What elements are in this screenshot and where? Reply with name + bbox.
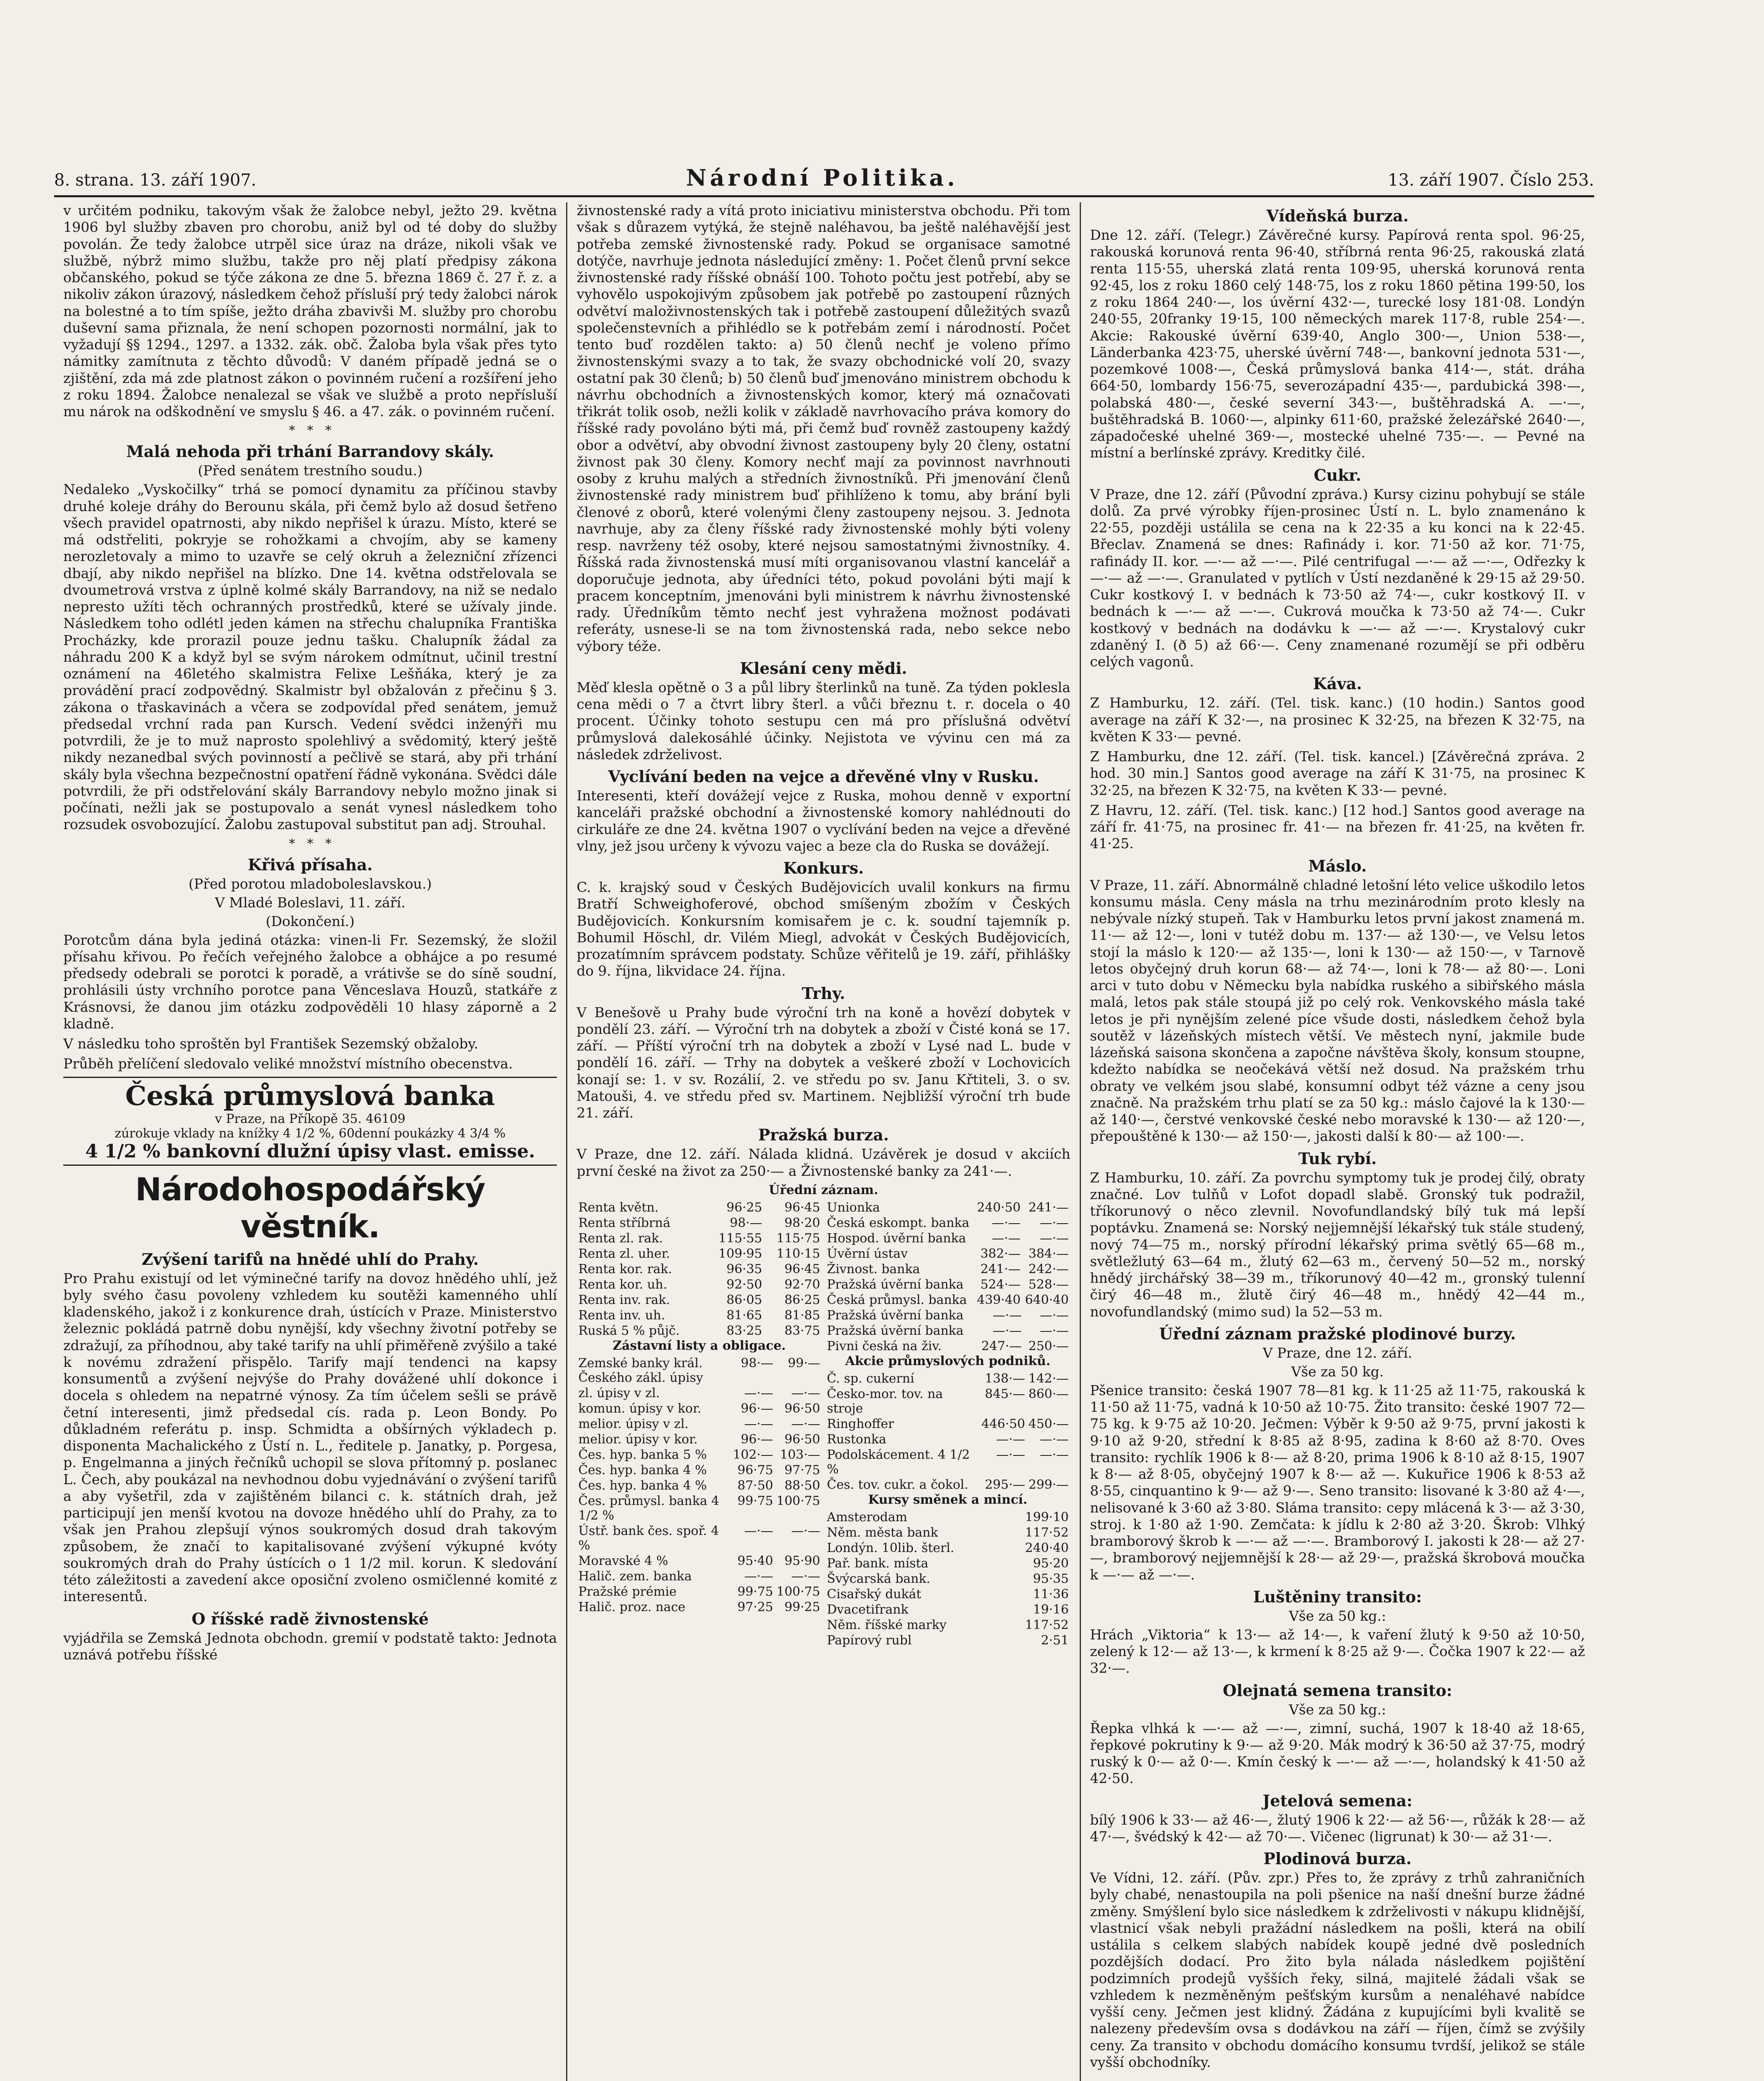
table-row: [576, 1493, 822, 1523]
row-label: Zemské banky král. Českého zákl. úpisy: [578, 1356, 703, 1385]
article-heading: Luštěniny transito:: [1253, 1587, 1422, 1606]
row-label: Ringhoffer: [827, 1416, 894, 1431]
row-value: 81·65: [726, 1308, 763, 1323]
article-body: Z Havru, 12. září. (Tel. tisk. kanc.) [12 hod.] Santos good average na září fr. 41·75, na prosinec fr. 41·— na březen fr. 41·25, na květen fr. 41·25.: [1090, 802, 1585, 852]
row-value: 98·—: [730, 1215, 763, 1230]
article-body: Ve Vídni, 12. září. (Pův. zpr.) Přes to, že zprávy z trhů zahraničních byly chabé, nenastoupila na poli pšenice na naší dnešní burze žádné změny. Smýšlení bylo sice následkem k zdrželivosti v nákupu klidnější, vlastnicí však nebyli pražádní následkem na pošli, která na obilí ustálila s celkem slabých nabídek koupě jedné dvě posledních pozdějších dodací. Pro žito byla nálada následkem pojištění podzimních prodejů vyšších řeky, silná, majitelé žádali však se vzhledem k nezměněným pešťským kursům a nenaléhavé nabídce vyšší ceny. Ječmen jest klidný. Žádána z kupujícími byli kvalitě se nalezeny především ovsa s dodávkou na září — říjen, čímž se zvýšily ceny. Za transito v obchodu domácího konsumu tvrdší, jelikož se stále vyšší obchodníky.: [1090, 1870, 1585, 2070]
article-heading: Plodinová burza.: [1263, 1849, 1412, 1868]
row-value: 199·10: [1025, 1510, 1069, 1525]
row-value: 117·52: [1025, 1617, 1069, 1632]
row-value: 99·—: [788, 1356, 820, 1371]
article-heading: Máslo.: [1308, 856, 1367, 875]
article-body: Hrách „Viktoria“ k 13·— až 14·—, k vaření žlutý k 9·50 až 10·50, zelený k 12·— až 13·—, k krmení k 8·25 až 9·—. Čočka 1907 k 22·— až 32·—.: [1090, 1626, 1585, 1676]
article-dateline: V Praze, dne 12. září.: [1262, 1344, 1412, 1361]
row-value: 860·—: [1028, 1386, 1069, 1401]
row-value: 446·50: [981, 1416, 1025, 1431]
row-value: —·—: [991, 1231, 1021, 1246]
article-heading: Olejnatá semena transito:: [1222, 1681, 1452, 1700]
column-2: [567, 202, 1081, 2081]
row-value: 99·75: [737, 1493, 773, 1508]
row-value: 86·05: [726, 1292, 763, 1307]
row-value: 19·16: [1033, 1602, 1069, 1617]
row-value: —·—: [1040, 1215, 1069, 1230]
table-title: Kursy směnek a mincí.: [868, 1492, 1028, 1507]
row-value: 96·75: [737, 1463, 773, 1478]
article-body: V Benešově u Prahy bude výroční trh na koně a hovězí dobytek v pondělí 23. září. — Výroční trh na dobytek a zboží v Čisté koná se 17. září. — Příští výroční trh na dobytek a zboží v Lysé nad L. bude v pondělí 16. září. — Trhy na dobytek a veškeré zboží v Lochovicích konají se: 1. v sv. Rozálií, 2. ve středu po sv. Janu Křtiteli, 3. o sv. Matouši, 4. ve středu před sv. Martinem. Nejbližší výroční trh bude 21. září.: [576, 1004, 1071, 1121]
row-label: Něm. říšské marky: [827, 1617, 947, 1632]
table-row: [576, 1277, 822, 1292]
row-value: 96·35: [726, 1262, 763, 1276]
article-dateline: V Mladé Boleslavi, 11. září.: [215, 894, 406, 911]
article-heading: Trhy.: [802, 983, 845, 1003]
article-heading: Vyclívání beden na vejce a dřevěné vlny v Rusku.: [608, 767, 1039, 786]
newspaper-page: [54, 164, 1594, 2081]
row-label: Živnost. banka: [827, 1262, 920, 1276]
table-row: [825, 1308, 1070, 1323]
row-label: Pražská úvěrní banka: [827, 1308, 964, 1323]
row-label: Ruská 5 % půjč.: [578, 1323, 680, 1338]
table-row: [825, 1200, 1070, 1215]
row-value: 96·45: [784, 1262, 820, 1276]
row-value: 97·75: [784, 1463, 820, 1478]
table-row: [825, 1617, 1070, 1633]
table-row: [576, 1246, 822, 1262]
industrial-stocks-table: [825, 1371, 1070, 1492]
row-label: Dvacetifrank: [827, 1602, 909, 1617]
row-label: Česko-mor. tov. na stroje: [827, 1386, 943, 1416]
table-row: [825, 1215, 1070, 1231]
table-row: [825, 1416, 1070, 1432]
ad-rates: zúrokuje vklady na knížky 4 1/2 %, 60denní poukázky 4 3/4 %: [114, 1126, 506, 1141]
article-body: Průběh přelíčení sledovalo veliké množství místního obecenstva.: [63, 1055, 513, 1072]
row-label: Čes. hyp. banka 5 %: [578, 1447, 707, 1462]
row-label: Unionka: [827, 1200, 880, 1215]
row-label: Renta zl. rak.: [578, 1231, 663, 1246]
row-value: —·—: [1040, 1323, 1069, 1338]
row-label: Renta inv. rak.: [578, 1292, 670, 1307]
table-row: [576, 1401, 822, 1416]
row-label: Pražská úvěrní banka: [827, 1323, 964, 1338]
row-label: Pivni česká na živ.: [827, 1338, 942, 1353]
table-row: [576, 1386, 822, 1401]
article-body: Nedaleko „Vyskočilky“ trhá se pomocí dynamitu za příčinou stavby druhé koleje dráhy do Berounu skála, při čemž bylo až dosud šetřeno všech pravidel opatrnosti, aby nikdo nepřišel k úrazu. Místo, které se má odstřeliti, pokryje se rohožkami a chvojím, aby se kameny nerozletovaly a mimo to uzavře se celý okruh a železniční zřízenci dbají, aby nikdo nepřišel na blízko. Dne 14. května odstřelovala se dvoumetrová vrstva z úplně kolmé skály Barrandovy, na niž se nedalo nepresto užíti těch ochranných prostředků, které se užívaly jinde. Následkem toho odlétl jeden kámen na střechu chalupníka Františka Procházky, kde prorazil pouze jednu tašku. Chalupník žádal za náhradu 200 K a když byl se svým nárokem odmítnut, učinil trestní oznámení na 46letého skalmistra Felixe Lešňáka, který je za provádění prací zodpovědný. Skalmistr byl obžalován z přečinu § 3. zákona o třaskavinách a včera se zodpovídal před senátem, jemuž předsedal vrchní rada pan Kursch. Vedení svědci inženýři mu potvrdili, že je to muž naprosto spolehlivý a svědomitý, který ještě nikdy nezanedbal svých povinností a pečlivě se stará, aby při trhání skály byla všechna bezpečnostní opatření řádně vykonána. Svědci dále potvrdili, že při odstřelování skály Barrandovy nebylo možno jinak si počínati, nežli jak se postupovalo a senát vynesl následkem toho rozsudek osvobozující. Žalobu zastupoval substitut pan adj. Strouhal.: [63, 481, 557, 833]
table-row: [825, 1571, 1070, 1587]
row-value: 102·—: [733, 1447, 773, 1462]
row-label: Papírový rubl: [827, 1633, 912, 1648]
article-body: Pšenice transito: česká 1907 78—81 kg. k 11·25 až 11·75, rakouská k 11·50 až 11·75, vadná k 10·50 až 10·75. Žito transito: české 1907 72—75 kg. k 9·75 až 10·20. Ječmen: Výběr k 9·50 až 9·75, první jakosti k 9·10 až 9·20, střední k 8·85 až 8·95, zadina k 8·60 až 8·70. Oves transito: rychlík 1906 k 8·— až 8·20, prima 1906 k 8·10 až 8·15, 1907 k 8·— až 8·05, obyčejný 1907 k 8·— až —. Kukuřice 1906 k 8·53 až 8·55, cinquantino k 9·— až 9·—. Seno transito: lisované k 3·80 až 4·—, nelisované k 3·60 až 3·80. Sláma transito: cepy mlácená k 3·— až 3·30, stroj. k 1·80 až 1·90. Zemčata: k jídlu k 2·80 až 3·20. Škrob: Vlhký bramborový škrob k —·— až —·—. Bramborový I. jakosti k 28·— až 27·—, bramborový nejjemnější k 28·— až 29·—, pražská škrobová moučka k —·— až —·—.: [1090, 1382, 1585, 1583]
table-row: [825, 1262, 1070, 1277]
table-row: [825, 1432, 1070, 1447]
row-value: 95·35: [1033, 1571, 1069, 1586]
row-value: 299·—: [1028, 1477, 1069, 1492]
row-value: 92·50: [726, 1277, 763, 1292]
article-body: Pro Prahu existují od let výminečné tarify na dovoz hnědého uhlí, jež byly svého času povoleny vzhledem ku soutěži kamenného uhlí kladenského, jakož i z konkurence drah, ústících v Praze. Ministerstvo železnic pokládá patrně dobu nynější, kdy všechny životní potřeby se zdražují, za příhodnou, aby také tarify na uhlí přiměřeně zvýšilo a také k novému zdražení přispělo. Tarify mají tendenci na kapsy konsumentů a zvýšení nejvýše do Prahy dovážené uhlí dokonce i docela s ohledem na nepatrné výnosy. Za tím účelem sešli se právě četní interesenti, jimž předsedal cís. rada p. Leon Bondy. Po důkladném referátu p. insp. Schmidta a obšírných výkladech p. disponenta Machalického z Ústí n. L., ředitele p. Janatky, p. Porgesa, p. Engelmanna a jiných řečníků uchopil se slova přítomný p. poslanec L. Čech, aby poukázal na nevhodnou dobu vyjednávání o zvýšení tarifů a aby vyšetřil, zda v zajištěném bilanci c. k. státních drah, jež participují jen menší kvotou na dovoze hnědého uhlí do Prahy, za to však jen Prahou zlepšují výnos soukromých dosud drah takovým způsobem, že značí to kapitalisované zvýšení výkupné kvóty soukromých drah do Prahy ústících o 1 1/2 mil. korun. K sledování této záležitosti a zavedení akce oposiční zvoleno osmičlenné komité z interesentů.: [63, 1270, 557, 1605]
row-value: 250·—: [1028, 1338, 1069, 1353]
column-3: [1081, 202, 1594, 2081]
row-value: 110·15: [776, 1246, 820, 1261]
article-body: V Praze, dne 12. září (Původní zpráva.) Kursy cizinu pohybují se stále dolů. Za prvé výrobky říjen-prosinec Ústí n. L. bylo znamenáno k 22·55, později ustálila se cena na k 22·35 a ku konci na k 22·45. Břeclav. Znamená se dnes: Rafinády i. kor. 71·50 až kor. 71·75, rafinády II. kor. —·— až —·—. Pilé centrifugal —·— až —·—, Odřezky k —·— až —·—. Granulated v pytlích v Ústí nezdaněné k 29·15 až 29·50. Cukr kostkový I. v bednách k 73·50 až 74·—, cukr kostkový II. v bednách k —·— až —·—. Cukrová moučka k 73·50 až 74·—. Cukr kostkový v bednách na dodávku k —·— až —·—. Krystalový cukr zdaněný I. (ð 5) až 66·—. Ceny znamenané rozumějí se při odběru celých vagonů.: [1090, 486, 1585, 670]
row-label: Pražské prémie: [578, 1584, 677, 1599]
table-row: [576, 1432, 822, 1447]
article-continued-note: (Dokončení.): [266, 913, 355, 929]
row-label: Renta stříbrná: [578, 1215, 671, 1230]
row-value: 83·75: [784, 1323, 820, 1338]
table-row: [825, 1323, 1070, 1338]
table-row: [576, 1523, 822, 1553]
row-value: 115·55: [718, 1231, 763, 1246]
table-row: [576, 1292, 822, 1308]
table-row: [825, 1477, 1070, 1492]
table-row: [576, 1308, 822, 1323]
article-continuation: živnostenské rady a vítá proto iniciativu ministerstva obchodu. Při tom však s důrazem vytýká, že stejně naléhavou, ba ještě naléhavější jest potřeba zemské živnostenské rady. Pokud se organisace samotné dotýče, navrhuje jednota následující změny: 1. Počet členů první sekce živnostenské rady říšské obnáší 100. Tohoto počtu jest potřebí, aby se vyhovělo uspokojivým způsobem jak potřebě po zastoupení různých odvětví maloživnostenských tak i potřebě zastoupení důležitých svazů společenstevních a přihlédlo se k potřebám zemí i národností. Počet tento buď rozdělen takto: a) 50 členů nechť je voleno přímo živnostenskými svazy a to tak, že svazy obchodnické volí 20, svazy ostatní pak 30 členů; b) 50 členů buď jmenováno ministrem obchodu k návrhu obchodních a živnostenských komor, který má označovati třikrát tolik osob, nežli kolik v základě navrhovacího práva komory do říšské rady povoláno býti má, při čemž buď rovněž zastoupeny každý obor a odvětví, aby obvodní živnost zastoupeny byly 20 členy, ostatní živnost pak 30 členy. Komory nechť mají za povinnost navrhnouti osoby z kruhu malých a středních živnostníků. Při jmenování členů živnostenské rady ministrem buď přihlíženo k tomu, aby brání byli členové z oborů, které volenými členy zastoupeny nejsou. 3. Jednota navrhuje, aby za členy říšské rady živnostenské mohly býti voleny resp. navrženy též osoby, které nejsou samostatnými živnostníky. 4. Říšská rada živnostenská musí míti organisovanou vlastní kancelář a doporučuje jednota, aby úředníci této, pokud povoláni býti mají k pracem konceptním, jmenováni byli ministrem k návrhu živnostenské rady. Úředníkům těmto nechť jest vyhražena možnost podávati referáty, usnese-li se na tom živnostenská rada, nebo sekce nebo výbory téže.: [576, 202, 1071, 654]
row-label: Renta kor. rak.: [578, 1262, 672, 1276]
article-body: Z Hamburku, 12. září. (Tel. tisk. kanc.) (10 hodin.) Santos good average na září K 32·—, na prosinec K 32·25, na březen K 32·75, na květen K 33·— pevné.: [1090, 695, 1585, 745]
row-value: —·—: [744, 1416, 773, 1431]
separator: * * *: [289, 423, 332, 438]
row-value: 81·85: [784, 1308, 820, 1323]
newspaper-title: Národní Politika.: [686, 164, 959, 191]
article-heading: Káva.: [1313, 674, 1362, 693]
table-row: [825, 1602, 1070, 1617]
article-heading: Klesání ceny mědi.: [740, 658, 907, 678]
row-value: 98·20: [784, 1215, 820, 1230]
row-label: Renta květn.: [578, 1200, 659, 1215]
article-note: Vše za 50 kg.:: [1289, 1607, 1386, 1624]
row-label: Úvěrní ústav: [827, 1246, 908, 1261]
row-value: 295·—: [985, 1477, 1025, 1492]
row-label: Pař. bank. místa: [827, 1556, 929, 1571]
row-value: —·—: [791, 1416, 820, 1431]
row-label: Podolskácement. 4 1/2 %: [827, 1447, 970, 1477]
table-row: [825, 1292, 1070, 1308]
table-row: [825, 1556, 1070, 1571]
section-title: Národohospodářský věstník.: [135, 1170, 485, 1245]
row-value: 382·—: [980, 1246, 1021, 1261]
table-row: [576, 1463, 822, 1478]
row-value: 96·—: [740, 1401, 773, 1416]
row-value: 845·—: [985, 1386, 1025, 1401]
row-label: Čes. hyp. banka 4 %: [578, 1478, 707, 1493]
row-value: —·—: [744, 1523, 773, 1538]
row-label: Londýn. 10lib. šterl.: [827, 1540, 954, 1555]
article-heading: Jetelová semena:: [1262, 1791, 1413, 1810]
table-row: [576, 1569, 822, 1584]
article-heading: O říšské radě živnostenské: [191, 1609, 429, 1628]
row-value: —·—: [991, 1215, 1021, 1230]
row-label: Renta inv. uh.: [578, 1308, 666, 1323]
table-row: [576, 1584, 822, 1599]
row-label: Něm. města bank: [827, 1525, 938, 1540]
row-label: Česká eskompt. banka: [827, 1215, 969, 1230]
table-row: [825, 1231, 1070, 1246]
article-heading: Vídeňská burza.: [1266, 206, 1409, 225]
row-value: 88·50: [784, 1478, 820, 1493]
row-value: 450·—: [1028, 1416, 1069, 1431]
table-row: [576, 1447, 822, 1463]
article-body: C. k. krajský soud v Českých Budějovicích uvalil konkurs na firmu Bratří Schweighoferové, obchod smíšeným zbožím v Českých Budějovicích. Konkursním komisařem je c. k. soudní tajemník p. Bohumil Höschl, dr. Vilém Miegl, advokát v Českých Budějovicích, prozatímním správcem podstaty. Schůze věřitelů je 19. září, přihlášky do 9. října, likvidace 24. října.: [576, 879, 1071, 979]
row-label: komun. úpisy v kor.: [578, 1401, 702, 1416]
row-value: 242·—: [1028, 1262, 1069, 1276]
row-value: 524·—: [980, 1277, 1021, 1292]
row-label: zl. úpisy v zl.: [578, 1386, 660, 1401]
row-value: 11·36: [1033, 1587, 1069, 1602]
table-row: [576, 1553, 822, 1569]
row-value: 142·—: [1028, 1371, 1069, 1386]
bank-advertisement: [63, 1077, 557, 1166]
ad-address: v Praze, na Příkopě 35. 46109: [215, 1111, 406, 1126]
row-label: Ústř. bank čes. spoř. 4 %: [578, 1523, 719, 1553]
row-value: 100·75: [776, 1493, 820, 1508]
table-title: Úřední záznam.: [769, 1182, 878, 1197]
table-row: [825, 1633, 1070, 1648]
table-row: [576, 1323, 822, 1338]
row-value: —·—: [744, 1569, 773, 1584]
article-body: Z Hamburku, 10. září. Za povrchu symptomy tuk je prodej čilý, obraty značné. Lov tulňů v Lofot dopadl slabě. Gronský tuk podražil, tříkorunový o něco zlevnil. Novofundlandský bílý tuk má lepší poptávku. Znamená se: Norský nejjemnější lékařský tuk stále studený, nový 74—75 m., norský přírodní lékařský prima světlý 65—68 m., světležlutý 63—64 m., žlutý 62—63 m., červený 50—52 m., norský hnědý jirchářský 38—39 m., tříkorunový 40—42 m., gronský tulenní čirý 46—48 m., žlutě čirý 46—48 m., hnědý 42—44 m., novofundlandský (mimo sud) la 52—53 m.: [1090, 1169, 1585, 1320]
table-row: [825, 1371, 1070, 1386]
row-value: 240·40: [1025, 1540, 1069, 1555]
article-body: V Praze, dne 12. září. Nálada klidná. Uzávěrek je dosud v akciích první české na život za 250·— a Živnostenské banky za 241·—.: [576, 1146, 1071, 1179]
row-label: Č. sp. cukerní: [827, 1371, 914, 1386]
article-heading: Křivá přísaha.: [248, 855, 373, 874]
table-row: [825, 1447, 1070, 1477]
row-label: Renta zl. uher.: [578, 1246, 670, 1261]
article-body: Porotcům dána byla jediná otázka: vinen-li Fr. Sezemský, že složil přísahu křivou. Po řečích veřejného žalobce a obhájce a po resumé předsedy odebrali se porotci k poradě, a vrátivše se do síně soudní, prohlásili ústy vrchního porotce pana Věnceslava Houzů, statkáře z Krásnovsi, že danou jim otázku zodpověděli 10 hlasy záporně a 2 kladně.: [63, 931, 557, 1032]
table-row: [576, 1416, 822, 1432]
article-body: Interesenti, kteří dovážejí vejce z Ruska, mohou denně v exportní kanceláři pražské obchodní a živnostenské komory nahlédnouti do cirkuláře ze dne 24. května 1907 o vyclívání beden na vejce a dřevěné vlny, jež jsou určeny k vývozu vajec a beze cla do Ruska se dovážejí.: [576, 787, 1071, 854]
row-value: —·—: [791, 1523, 820, 1538]
table-row: [825, 1277, 1070, 1292]
article-note: Vše za 50 kg.: [1291, 1363, 1384, 1380]
table-row: [576, 1231, 822, 1246]
row-value: 384·—: [1028, 1246, 1069, 1261]
stock-table-right: [825, 1200, 1070, 1648]
masthead: [54, 164, 1594, 197]
table-row: [825, 1525, 1070, 1540]
article-body: Z Hamburku, dne 12. září. (Tel. tisk. kancel.) [Závěrečná zpráva. 2 hod. 30 min.] Santos good average na září K 31·75, na prosinec K 32·25, na březen K 32·75, na květen K 33·— pevné.: [1090, 748, 1585, 798]
row-value: —·—: [1040, 1231, 1069, 1246]
row-value: 117·52: [1025, 1525, 1069, 1540]
row-label: Pražská úvěrní banka: [827, 1277, 964, 1292]
row-value: 138·—: [985, 1371, 1025, 1386]
row-value: —·—: [791, 1569, 820, 1584]
row-label: Amsterodam: [827, 1510, 907, 1525]
article-heading: Zvýšení tarifů na hnědé uhlí do Prahy.: [142, 1249, 479, 1269]
ad-emission: 4 1/2 % bankovní dlužní úpisy vlast. emisse.: [85, 1140, 535, 1162]
row-value: 528·—: [1028, 1277, 1069, 1292]
row-value: 99·25: [784, 1599, 820, 1614]
table-row: [825, 1540, 1070, 1556]
article-subheading: (Před porotou mladoboleslavskou.): [189, 875, 432, 892]
row-label: Renta kor. uh.: [578, 1277, 668, 1292]
bank-stocks-table-2: [825, 1308, 1070, 1354]
stock-tables: [576, 1200, 1070, 1648]
row-value: 83·25: [726, 1323, 763, 1338]
row-label: Čes. průmysl. banka 4 1/2 %: [578, 1493, 719, 1523]
row-label: Rustonka: [827, 1432, 887, 1447]
row-label: Čes. hyp. banka 4 %: [578, 1463, 707, 1478]
row-value: 99·75: [737, 1584, 773, 1599]
row-value: 241·—: [980, 1262, 1021, 1276]
row-value: —·—: [791, 1386, 820, 1401]
row-value: 97·25: [737, 1599, 773, 1614]
row-value: —·—: [993, 1308, 1022, 1323]
row-value: —·—: [1040, 1447, 1069, 1462]
row-value: 87·50: [737, 1478, 773, 1493]
row-value: 247·—: [981, 1338, 1022, 1353]
separator: * * *: [289, 836, 332, 851]
column-1: [54, 202, 567, 2081]
row-label: Moravské 4 %: [578, 1553, 668, 1568]
table-row: [576, 1599, 822, 1615]
table-row: [576, 1356, 822, 1386]
table-row: [825, 1386, 1070, 1416]
article-body: Řepka vlhká k —·— až —·—, zimní, suchá, 1907 k 18·40 až 18·65, řepkové pokrutiny k 9·— až 9·20. Mák modrý k 36·50 až 37·75, modrý ruský k 0·— až 0·—. Kmín český k —·— až —·—, holandský k 41·50 až 42·50.: [1090, 1720, 1585, 1787]
row-label: melior. úpisy v zl.: [578, 1416, 689, 1431]
row-value: 96·25: [726, 1200, 763, 1215]
row-label: Čes. tov. cukr. a čokol.: [827, 1477, 969, 1492]
row-value: 86·25: [784, 1292, 820, 1307]
row-label: Švýcarská bank.: [827, 1571, 931, 1586]
row-value: 96·50: [784, 1432, 820, 1447]
row-label: Cisařský dukát: [827, 1587, 922, 1602]
row-value: 103·—: [780, 1447, 820, 1462]
row-value: 98·—: [740, 1356, 773, 1371]
article-heading: Tuk rybí.: [1298, 1149, 1377, 1168]
bank-stocks-table: [825, 1200, 1070, 1308]
article-body: V Praze, 11. září. Abnormálně chladné letošní léto velice uškodilo letos konsumu másla. Ceny másla na trhu mezinárodním proto klesly na nebývale nízký stupeň. Tak v Hamburku letos první jakost znamená m. 11·— až 12·—, loni v tutéž dobu m. 137·— až 130·—, ve Velsu letos stojí la máslo k 120·— až 135·—, loni k 130·— až 150·—, v Tarnově letos obyčejný druh korun 68·— až 74·—, loni k 78·— až 80·—. Loni arci v tuto dobu v Německu byla nabídka ruského a sibiřského másla malá, letos pak stále stoupá již po celý rok. Venkovského másla také letos je při nynějším zelené píce všude dosti, následkem čehož byla soutěž v lázeňských místech větší. Ve městech nyní, jakmile bude lázeňská saisona skončena a započne návštěva školy, konsum stoupne, kdežto nabídka se neočekává větší než dosud. Na pražském trhu obraty ve velkém jsou slabé, konsumní odbyt též vázne a ceny jsou značně. Na pražském trhu platí se za 50 kg.: máslo čajové la k 130·— až 140·—, čerstvé venkovské české nebo moravské k 130·— až 120·—, přepouštěné k 130·— až 150·—, jakosti další k 80·— až 100·—.: [1090, 877, 1585, 1145]
article-heading: Úřední záznam pražské plodinové burzy.: [1159, 1324, 1516, 1343]
row-label: Hospod. úvěrní banka: [827, 1231, 966, 1246]
ad-bank-name: Česká průmyslová banka: [125, 1080, 495, 1112]
article-body: vyjádřila se Zemská Jednota obchodn. gremií v podstatě takto: Jednota uznává potřebu říšské: [63, 1629, 557, 1663]
row-value: 96·—: [740, 1432, 773, 1447]
article-body: V následku toho sproštěn byl František Sezemský obžaloby.: [63, 1036, 478, 1052]
row-label: Halič. proz. nace: [578, 1599, 686, 1614]
exchange-rates-table: [825, 1510, 1070, 1648]
table-row: [825, 1338, 1070, 1354]
table-title: Zástavní listy a obligace.: [612, 1338, 786, 1353]
page-date-right: 13. září 1907. Číslo 253.: [1388, 171, 1594, 190]
article-heading: Konkurs.: [783, 859, 864, 877]
row-value: 92·70: [784, 1277, 820, 1292]
row-value: 640·40: [1025, 1292, 1069, 1307]
article-body: bílý 1906 k 33·— až 46·—, žlutý 1906 k 22·— až 56·—, růžák k 28·— až 47·—, švédský k 42·— až 70·—. Vičenec (ligrunat) k 30·— až 31·—.: [1090, 1811, 1585, 1845]
bonds-table: [576, 1356, 822, 1615]
article-heading: Cukr.: [1314, 465, 1362, 484]
stock-table-left: [576, 1200, 822, 1648]
table-row: [576, 1478, 822, 1493]
row-value: —·—: [996, 1447, 1025, 1462]
row-value: —·—: [1040, 1308, 1069, 1323]
page-date-left: 8. strana. 13. září 1907.: [54, 171, 256, 190]
row-value: 241·—: [1028, 1200, 1069, 1215]
row-value: —·—: [993, 1323, 1022, 1338]
columns: [54, 202, 1594, 2081]
article-body: Dne 12. září. (Telegr.) Závěrečné kursy. Papírová renta spol. 96·25, rakouská korunová renta 96·40, stříbrná renta 96·25, rakouská zlatá renta 115·55, uherská zlatá renta 109·95, uherská korunová renta 92·45, los z roku 1860 celý 148·75, los z roku 1860 pětina 199·50, los z roku 1864 240·—, los úvěrní 432·—, turecké losy 181·08. Londýn 240·55, 20franky 19·15, 100 německých marek 117·8, ruble 254·—. Akcie: Rakouské úvěrní 639·40, Anglo 300·—, Union 538·—, Länderbanka 423·75, uherské úvěrní 748·—, bankovní jednota 531·—, pozemkové 1008·—, Česká průmyslová banka 414·—, stát. dráha 664·50, lombardy 156·75, severozápadní 435·—, pardubická 398·—, polabská 480·—, české severní 343·—, buštěhradská A. —·—, buštěhradská B. 1060·—, alpinky 611·60, pražské železářské 2640·—, západočeské uhelné 369·—, mostecké uhelné 735·—. — Pevné na místní a berlínské zprávy. Kreditky čilé.: [1090, 227, 1585, 461]
table-row: [576, 1215, 822, 1231]
row-value: —·—: [1040, 1432, 1069, 1447]
row-label: Česká průmysl. banka: [827, 1292, 967, 1307]
row-value: 439·40: [977, 1292, 1021, 1307]
table-row: [825, 1510, 1070, 1525]
table-row: [825, 1587, 1070, 1602]
row-value: —·—: [744, 1386, 773, 1401]
row-value: 95·20: [1033, 1556, 1069, 1571]
table-title: Akcie průmyslových podniků.: [845, 1353, 1051, 1368]
article-continuation: v určitém podniku, takovým však že žalobce nebyl, ježto 29. května 1906 byl služby zbaven pro chorobu, aniž byl od té doby do služby povolán. Že tedy žalobce utrpěl sice úraz na dráze, nikoli však ve službě, nýbrž mimo službu, takže pro něj platí předpisy zákona občanského, pokud se týče zákona ze dne 5. března 1869 č. 27 ř. z. a nikoliv zákon úrazový, následkem čehož přísluší prý tedy žalobci nárok na bolestné a to tím spíše, ježto dráha zbavivši M. služby pro chorobu duševní sama přiznala, že není schopen pozornosti normální, jak to vyžadují §§ 1294., 1297. a 1332. zák. obč. Žaloba byla však přes tyto námitky zamítnuta z těchto důvodů: V daném případě jedná se o zjištění, zda má zde platnost zákon o povinném ručení a rozšíření jeho z roku 1894. Žalobce nenalezal se však ve službě a proto nepřísluší mu nárok na odškodnění ve smyslu § 46. a 47. zák. o povinném ručení.: [63, 202, 557, 420]
table-row: [576, 1200, 822, 1215]
row-label: Halič. zem. banka: [578, 1569, 692, 1584]
article-heading: Pražská burza.: [758, 1125, 889, 1145]
row-value: 109·95: [718, 1246, 763, 1261]
row-value: 96·45: [784, 1200, 820, 1215]
row-value: 100·75: [776, 1584, 820, 1599]
row-value: 96·50: [784, 1401, 820, 1416]
table-row: [576, 1262, 822, 1277]
article-subheading: (Před senátem trestního soudu.): [198, 462, 423, 479]
row-value: —·—: [996, 1432, 1025, 1447]
row-value: 240·50: [977, 1200, 1021, 1215]
article-note: Vše za 50 kg.:: [1289, 1701, 1386, 1718]
row-value: 95·40: [737, 1553, 773, 1568]
rents-table: [576, 1200, 822, 1338]
article-heading: Malá nehoda při trhání Barrandovy skály.: [126, 442, 494, 461]
row-value: 115·75: [776, 1231, 820, 1246]
row-value: 95·90: [784, 1553, 820, 1568]
row-value: 2·51: [1041, 1633, 1069, 1648]
article-body: Měď klesla opětně o 3 a půl libry šterlinků na tuně. Za týden poklesla cena mědi o 7 a čtvrt libry šterl. a vůči březnu t. r. docela o 40 procent. Účinky tohoto sestupu cen má pro příslušná odvětví průmyslová dalekosáhlé účinky. Nejistota ve vývinu cen má za následek zdrželivost.: [576, 679, 1071, 762]
row-label: melior. úpisy v kor.: [578, 1432, 698, 1447]
table-row: [825, 1246, 1070, 1262]
